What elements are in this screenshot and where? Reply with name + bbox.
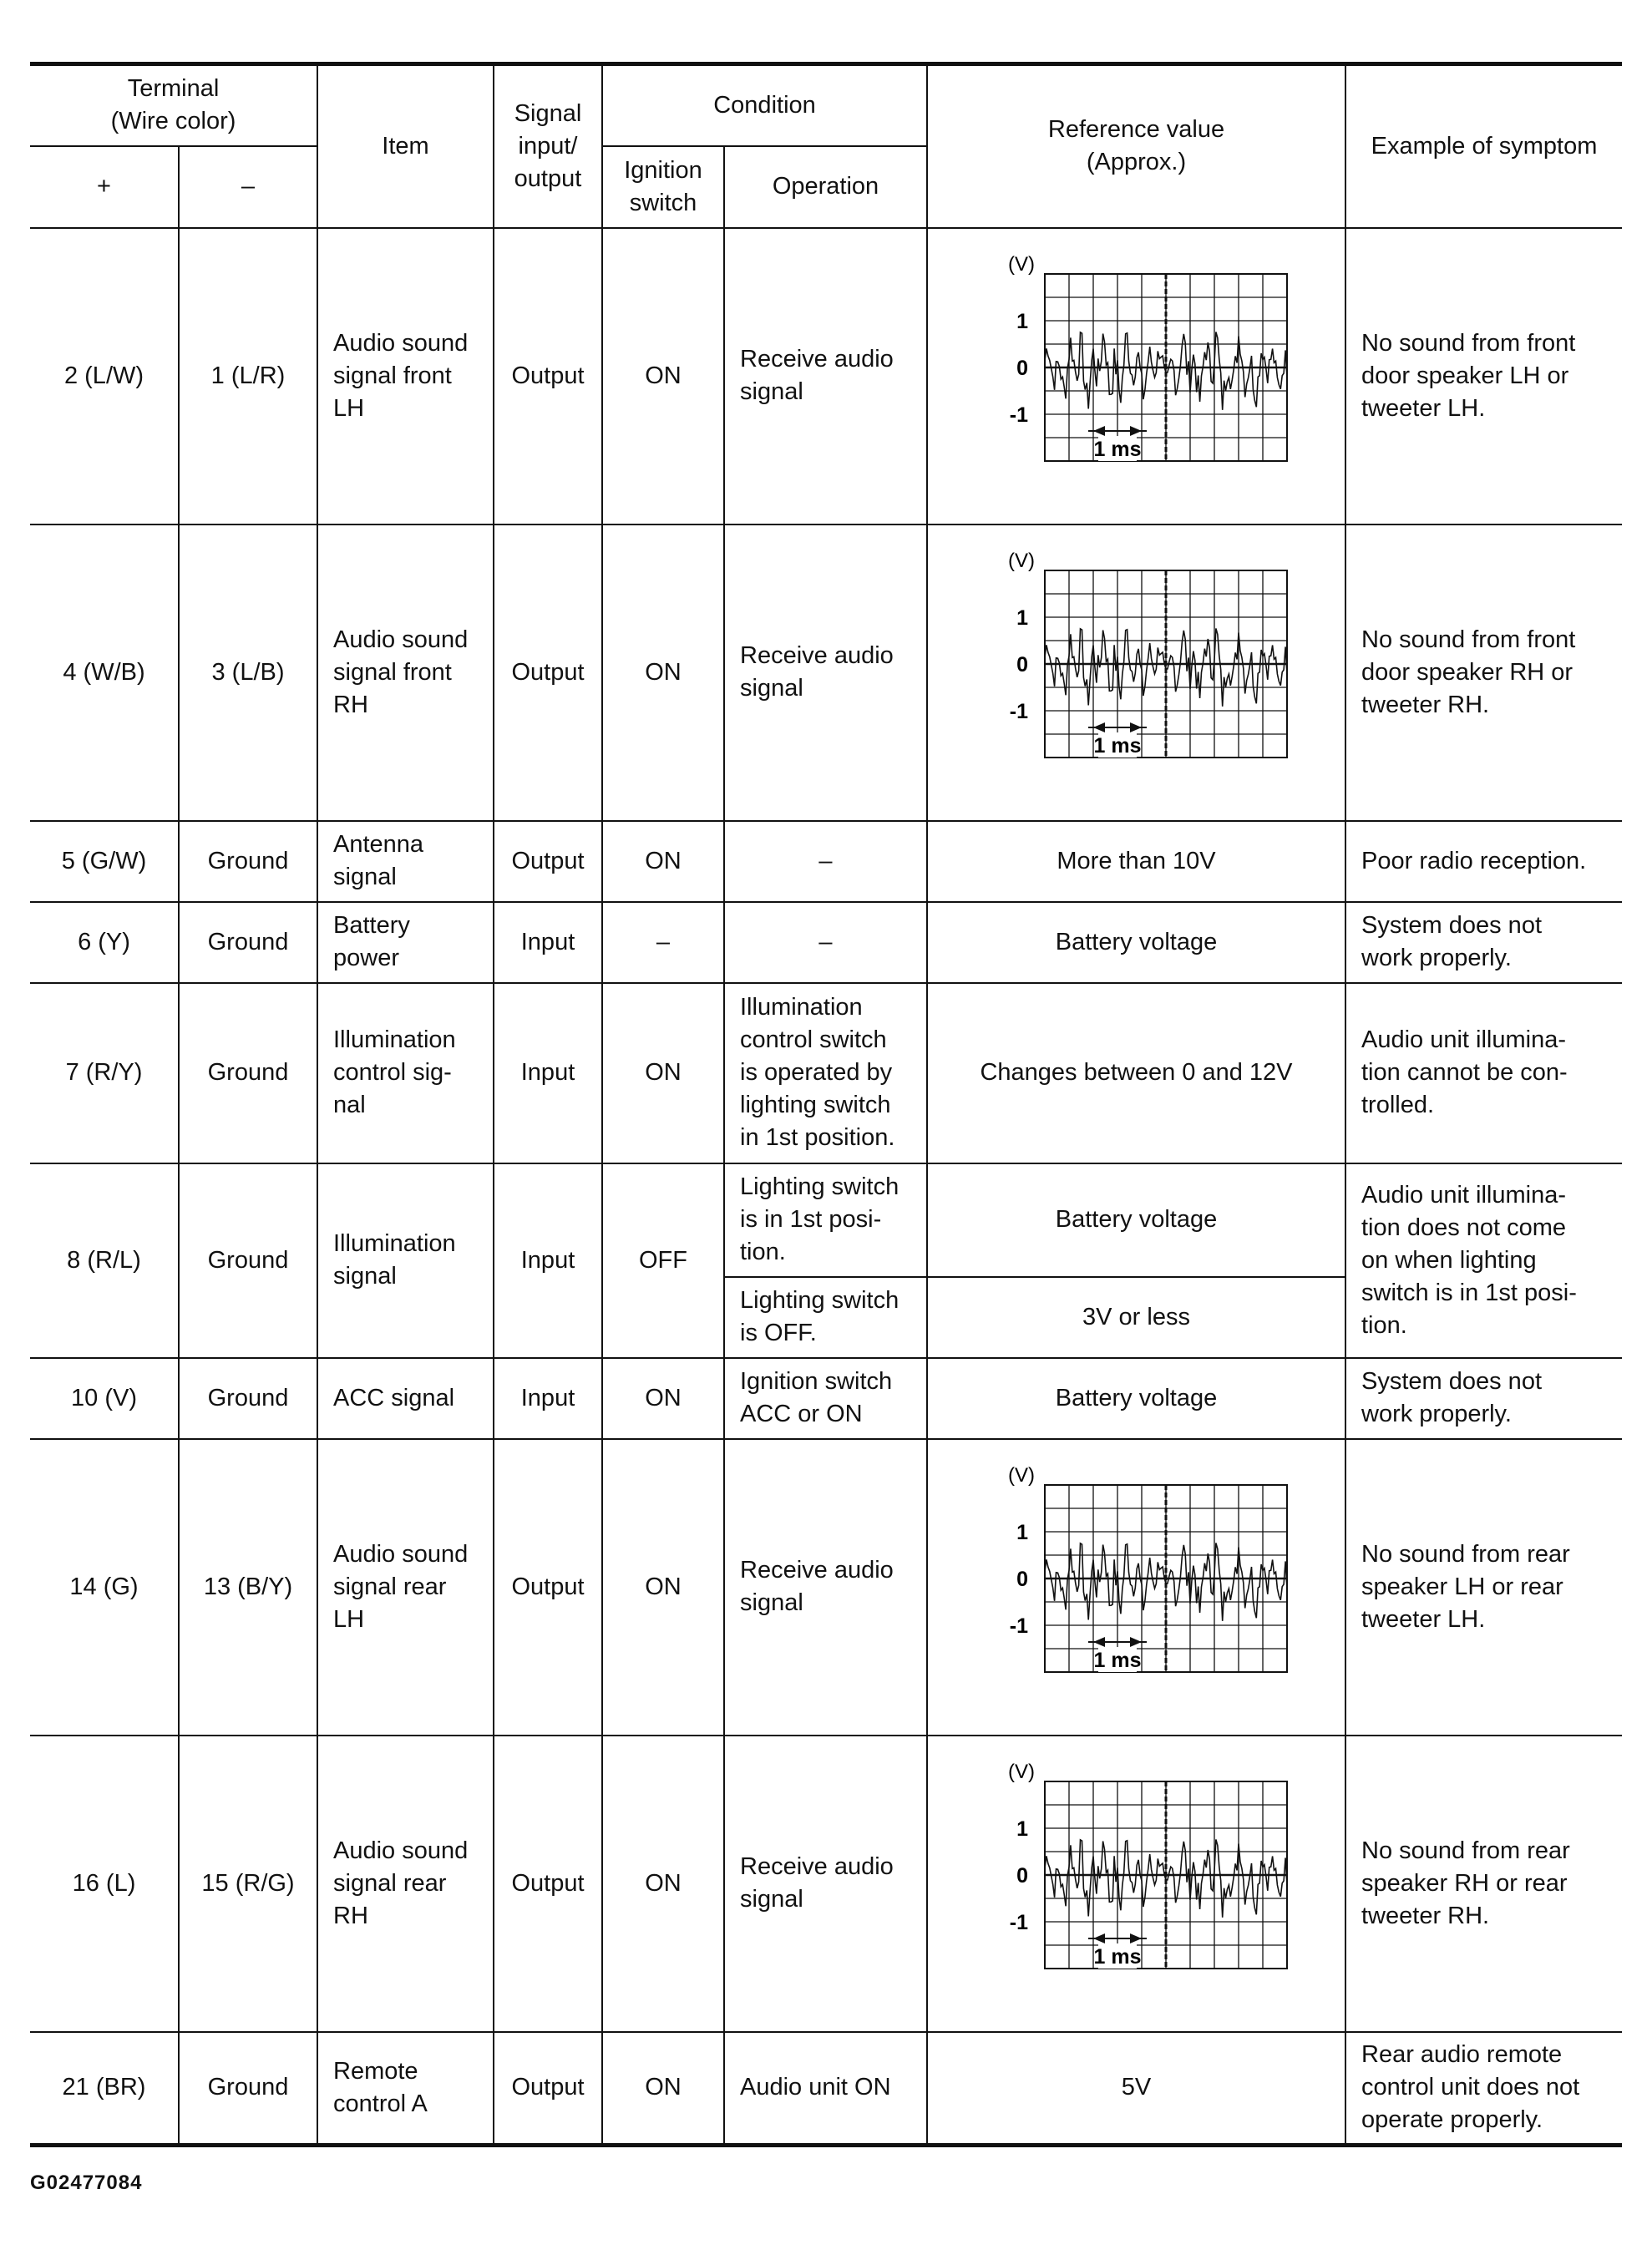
io-cell: Output [494,1736,602,2032]
reference-cell: Battery voltage [927,1358,1345,1439]
reference-waveform-cell [927,1736,1345,2032]
io-cell: Input [494,1163,602,1358]
item-cell: Remote control A [317,2032,494,2146]
table-row [30,1163,1622,1277]
svg-text:-1: -1 [1009,1614,1028,1638]
io-cell: Output [494,228,602,524]
svg-text:1: 1 [1016,310,1028,333]
table-row [30,902,1622,983]
operation-cell: Illumination control switch is operated by lighting switch in 1st position. [724,983,927,1163]
svg-text:-1: -1 [1009,1911,1028,1934]
operation-cell: Receive audio signal [724,1736,927,2032]
svg-text:1 ms: 1 ms [1093,438,1141,461]
svg-text:(V): (V) [1007,1464,1035,1487]
terminal-header: Terminal (Wire color) [30,64,317,146]
terminal-minus: 13 (B/Y) [179,1439,317,1736]
waveform-graph [928,1462,1345,1712]
terminal-plus: 2 (L/W) [30,228,179,524]
symptom-cell: No sound from rear speaker RH or rear tweeter RH. [1345,1736,1622,2032]
ignition-cell: ON [602,983,724,1163]
waveform-svg [978,251,1295,501]
svg-text:1 ms: 1 ms [1093,734,1141,758]
terminal-minus: Ground [179,902,317,983]
ignition-cell: ON [602,1358,724,1439]
operation-cell: – [724,821,927,902]
ignition-cell: ON [602,1439,724,1736]
operation-cell: Receive audio signal [724,1439,927,1736]
terminal-plus: 6 (Y) [30,902,179,983]
ignition-cell: OFF [602,1163,724,1358]
operation-header: Operation [724,146,927,228]
operation-cell: Receive audio signal [724,524,927,821]
symptom-cell: Rear audio remote control unit does not operate properly. [1345,2032,1622,2146]
symptom-cell: Poor radio reception. [1345,821,1622,902]
reference-cell: Battery voltage [927,902,1345,983]
figure-id: G02477084 [30,2171,143,2194]
waveform-svg [978,1758,1295,2009]
io-cell: Output [494,2032,602,2146]
reference-cell: 3V or less [927,1277,1345,1358]
reference-waveform-cell [927,1439,1345,1736]
terminal-spec-sheet [30,62,1622,2147]
terminal-minus: Ground [179,983,317,1163]
reference-waveform-cell [927,228,1345,524]
svg-text:1 ms: 1 ms [1093,1945,1141,1969]
svg-text:1: 1 [1016,1817,1028,1841]
table-row [30,821,1622,902]
operation-cell: Receive audio signal [724,228,927,524]
terminal-plus: 16 (L) [30,1736,179,2032]
symptom-cell: No sound from front door speaker RH or tweeter RH. [1345,524,1622,821]
ignition-cell: ON [602,524,724,821]
waveform-svg [978,547,1295,798]
svg-text:(V): (V) [1007,1761,1035,1783]
symptom-cell: Audio unit illumina- tion cannot be con- trolled. [1345,983,1622,1163]
ignition-cell: ON [602,1736,724,2032]
terminal-minus: Ground [179,1163,317,1358]
svg-text:0: 0 [1016,1568,1028,1591]
terminal-table [30,62,1622,2147]
item-cell: Illumination signal [317,1163,494,1358]
svg-text:-1: -1 [1009,700,1028,723]
operation-cell: – [724,902,927,983]
condition-header: Condition [602,64,927,146]
svg-text:0: 0 [1016,653,1028,677]
terminal-plus: 4 (W/B) [30,524,179,821]
svg-text:(V): (V) [1007,550,1035,572]
waveform-svg [978,1462,1295,1712]
io-cell: Output [494,1439,602,1736]
item-cell: Illumination control sig- nal [317,983,494,1163]
reference-cell: More than 10V [927,821,1345,902]
terminal-plus: 21 (BR) [30,2032,179,2146]
svg-text:1 ms: 1 ms [1093,1649,1141,1672]
item-cell: Antenna signal [317,821,494,902]
svg-text:1: 1 [1016,606,1028,630]
waveform-graph [928,1758,1345,2009]
table-row [30,228,1622,524]
table-row [30,983,1622,1163]
operation-cell: Audio unit ON [724,2032,927,2146]
terminal-plus: 10 (V) [30,1358,179,1439]
symptom-cell: No sound from front door speaker LH or tweeter LH. [1345,228,1622,524]
ignition-cell: – [602,902,724,983]
terminal-minus: 3 (L/B) [179,524,317,821]
reference-cell: 5V [927,2032,1345,2146]
symptom-cell: System does not work properly. [1345,902,1622,983]
svg-text:1: 1 [1016,1521,1028,1544]
terminal-plus: 5 (G/W) [30,821,179,902]
ignition-header: Ignition switch [602,146,724,228]
symptom-cell: System does not work properly. [1345,1358,1622,1439]
terminal-plus: 14 (G) [30,1439,179,1736]
reference-header: Reference value (Approx.) [927,64,1345,228]
symptom-header: Example of symptom [1345,64,1622,228]
io-cell: Input [494,902,602,983]
io-cell: Output [494,524,602,821]
terminal-minus: 1 (L/R) [179,228,317,524]
reference-cell: Changes between 0 and 12V [927,983,1345,1163]
plus-header: + [30,146,179,228]
terminal-plus: 8 (R/L) [30,1163,179,1358]
reference-waveform-cell [927,524,1345,821]
terminal-minus: Ground [179,2032,317,2146]
item-cell: ACC signal [317,1358,494,1439]
item-cell: Audio sound signal front RH [317,524,494,821]
table-row [30,1358,1622,1439]
ignition-cell: ON [602,228,724,524]
item-cell: Audio sound signal front LH [317,228,494,524]
table-row [30,524,1622,821]
svg-text:(V): (V) [1007,253,1035,276]
terminal-minus: Ground [179,1358,317,1439]
ignition-cell: ON [602,2032,724,2146]
item-cell: Audio sound signal rear LH [317,1439,494,1736]
reference-cell: Battery voltage [927,1163,1345,1277]
waveform-graph [928,251,1345,501]
svg-text:-1: -1 [1009,403,1028,427]
terminal-plus: 7 (R/Y) [30,983,179,1163]
symptom-cell: Audio unit illumina- tion does not come on when lighting switch is in 1st posi- tion. [1345,1163,1622,1358]
table-row [30,1439,1622,1736]
minus-header: – [179,146,317,228]
io-cell: Input [494,983,602,1163]
terminal-minus: Ground [179,821,317,902]
io-cell: Input [494,1358,602,1439]
signal-io-header: Signal input/ output [494,64,602,228]
table-row [30,1736,1622,2032]
waveform-graph [928,547,1345,798]
svg-text:0: 0 [1016,1864,1028,1888]
table-row [30,2032,1622,2146]
terminal-minus: 15 (R/G) [179,1736,317,2032]
symptom-cell: No sound from rear speaker LH or rear tweeter LH. [1345,1439,1622,1736]
operation-cell: Lighting switch is in 1st posi- tion. [724,1163,927,1277]
item-header: Item [317,64,494,228]
operation-cell: Lighting switch is OFF. [724,1277,927,1358]
item-cell: Audio sound signal rear RH [317,1736,494,2032]
io-cell: Output [494,821,602,902]
item-cell: Battery power [317,902,494,983]
operation-cell: Ignition switch ACC or ON [724,1358,927,1439]
svg-text:0: 0 [1016,357,1028,380]
ignition-cell: ON [602,821,724,902]
